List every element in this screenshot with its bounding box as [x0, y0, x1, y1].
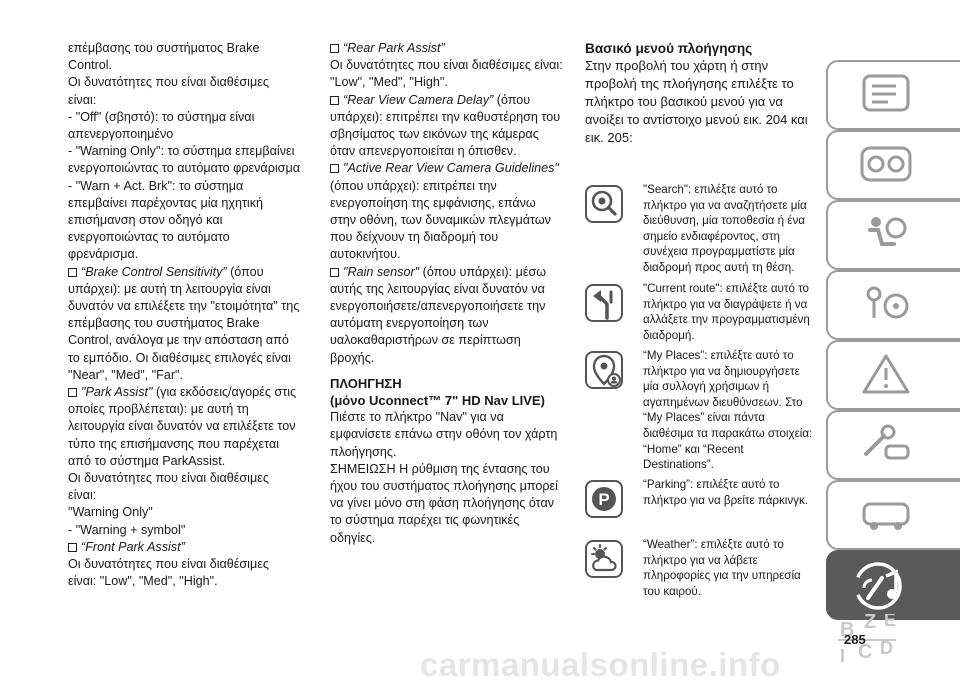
- text-column-2: [330, 40, 565, 547]
- paragraph: - "Warn + Act. Brk": το σύστημα επεμβαίνει παρέχοντας μία ηχητική επισήμανση στον οδηγό και ενεργοποιώντας το αυτόματο φρενάρισμα.: [68, 178, 264, 262]
- item-title: “Rear Park Assist”: [343, 41, 445, 55]
- car-data-icon: [856, 490, 916, 540]
- route-icon: [585, 284, 623, 322]
- paragraph: "Warning Only": [68, 505, 153, 520]
- tab-dashboard[interactable]: [826, 130, 960, 200]
- svg-text:B: B: [840, 619, 855, 641]
- paragraph: [330, 160, 565, 263]
- paragraph: Πιέστε το πλήκτρο "Nav" για να εμφανίσετε επάνω στην οθόνη τον χάρτη πλοήγησης.: [330, 410, 558, 459]
- wrench-car-icon: [856, 420, 916, 470]
- paragraph: Οι δυνατότητες που είναι διαθέσιμες είναι:: [68, 471, 269, 503]
- item-title: “Rear View Camera Delay”: [343, 92, 494, 107]
- text-column-3: [585, 40, 810, 147]
- svg-text:C: C: [858, 641, 873, 663]
- svg-text:Z: Z: [864, 614, 877, 633]
- checkbox-bullet-icon: [330, 96, 339, 105]
- key-steering-icon: [856, 280, 916, 330]
- my-places-icon: [585, 351, 623, 389]
- paragraph: [330, 92, 565, 161]
- tab-multimedia[interactable]: [826, 550, 960, 620]
- tab-car-info[interactable]: [826, 60, 960, 130]
- paragraph: [68, 539, 300, 556]
- paragraph: [68, 384, 300, 470]
- item-text: (όπου υπάρχει): μέσω αυτής της λειτουργίας είναι δυνατόν να ενεργοποιήσετε/απενεργοποιήσετε την αυτόματη ενεργοποίηση των υαλοκαθαριστήρων σε περίπτωση βροχής.: [330, 264, 547, 365]
- paragraph: Οι δυνατότητες που είναι διαθέσιμες είναι:: [68, 75, 269, 107]
- paragraph: - "Off" (σβηστό): το σύστημα είναι απενεργοποιημένο: [68, 109, 255, 142]
- paragraph: επέμβασης του συστήματος Brake Control.: [68, 41, 260, 73]
- weather-icon: [585, 540, 623, 578]
- checkbox-bullet-icon: [68, 268, 77, 277]
- svg-text:E: E: [884, 614, 897, 630]
- item-text: (όπου υπάρχει): επιτρέπει την ενεργοποίηση της εμφάνισης, επάνω στην οθόνη, των δυναμικών πλεγμάτων που δείχνουν τη διαδρομή του αυτοκινήτου.: [330, 178, 551, 262]
- paragraph: [330, 40, 565, 57]
- item-title: "Rain sensor": [343, 264, 420, 279]
- menu-item-description: "Current route": επιλέξτε αυτό το πλήκτρο για να διαγράψετε ή να αλλάξετε την προγραμματισμένη διαδρομή.: [643, 282, 810, 342]
- airbag-icon: [856, 210, 916, 260]
- item-title: "Park Assist": [81, 385, 153, 400]
- svg-text:D: D: [880, 638, 893, 658]
- item-title: “Brake Control Sensitivity”: [81, 264, 227, 279]
- item-title: "Active Rear View Camera Guidelines": [343, 161, 559, 176]
- section-heading: Βασικό μενού πλοήγησης: [585, 41, 753, 56]
- checkbox-bullet-icon: [330, 164, 339, 173]
- tab-maintenance[interactable]: [826, 410, 960, 480]
- item-text: (για εκδόσεις/αγορές στις οποίες προβλέπεται): με αυτή τη λειτουργία είναι δυνατόν να επιλέξετε τον τύπο της επισήμανσης που παρέχεται από το σύστημα ParkAssist.: [68, 385, 297, 468]
- checkbox-bullet-icon: [330, 44, 339, 53]
- text-column-1: [68, 40, 300, 591]
- tab-index[interactable]: [826, 614, 960, 683]
- multimedia-icon: [850, 558, 910, 614]
- paragraph: - "Warning Only": το σύστημα επεμβαίνει ενεργοποιώντας το αυτόματο φρενάρισμα: [68, 144, 300, 176]
- item-text: (όπου υπάρχει): με αυτή τη λειτουργία είναι δυνατόν να επιλέξετε την "ετοιμότητα" της επέμβασης του συστήματος Brake Control, ανάλογα με την απόσταση από το εμπόδιο. Οι διαθέσιμες επιλογές είναι "Near", "Med", "Far".: [68, 264, 300, 382]
- menu-item-description: "Search": επιλέξτε αυτό το πλήκτρο για να αναζητήσετε μία διεύθυνση, μία τοποθεσία ή ένα σημείο ενδιαφέροντος, στη συνέχεια προγραμματίστε μία διαδρομή προς αυτή τη θέση.: [643, 183, 807, 274]
- tab-emergency[interactable]: [826, 340, 960, 410]
- section-heading: ΠΛΟΗΓΗΣΗ: [330, 375, 402, 391]
- tab-safety[interactable]: [826, 200, 960, 270]
- item-title: “Front Park Assist”: [81, 539, 185, 554]
- paragraph: [68, 264, 300, 384]
- dashboard-icon: [856, 140, 916, 190]
- paragraph: [330, 264, 565, 367]
- checkbox-bullet-icon: [68, 543, 77, 552]
- paragraph: ΣΗΜΕΙΩΣΗ Η ρύθμιση της έντασης του ήχου του συστήματος πλοήγησης μπορεί να γίνει μόνο στη φάση πλοήγησης όταν το σύστημα παρέχει τις φωνητικές οδηγίες.: [330, 461, 558, 545]
- menu-item-description: “Parking”: επιλέξτε αυτό το πλήκτρο για να βρείτε πάρκινγκ.: [643, 478, 808, 507]
- watermark: carmanualsonline.info: [420, 646, 781, 683]
- page-number: 285: [844, 632, 866, 647]
- car-info-icon: [856, 70, 916, 120]
- warning-triangle-icon: [856, 350, 916, 400]
- menu-item-description: “My Places”: επιλέξτε αυτό το πλήκτρο για να δημιουργήσετε μία συλλογή χρήσιμων ή αγαπημένων διευθύνσεων. Στο “My Places” είναι πάντα διαθέσιμα τα παρακάτω στοιχεία: “Home” και “Recent Destinations”.: [643, 349, 813, 472]
- checkbox-bullet-icon: [330, 268, 339, 277]
- tab-technical-data[interactable]: [826, 480, 960, 550]
- paragraph: - "Warning + symbol": [68, 522, 186, 537]
- paragraph: Οι δυνατότητες που είναι διαθέσιμες είναι: "Low", "Med", "High".: [330, 58, 563, 90]
- menu-item-description: “Weather”: επιλέξτε αυτό το πλήκτρο για να λάβετε πληροφορίες για την υπηρεσία του καιρού.: [643, 538, 801, 598]
- parking-icon: [585, 480, 623, 518]
- svg-text:I: I: [840, 646, 846, 666]
- tab-starting-driving[interactable]: [826, 270, 960, 340]
- checkbox-bullet-icon: [68, 388, 77, 397]
- search-icon: [585, 185, 623, 223]
- section-subheading: (μόνο Uconnect™ 7" HD Nav LIVE): [330, 393, 545, 409]
- item-text: (όπου υπάρχει): επιτρέπει την καθυστέρηση του σβησίματος των εικόνων της κάμερας όταν απενεργοποιείται η όπισθεν.: [330, 92, 561, 159]
- paragraph: Οι δυνατότητες που είναι διαθέσιμες είναι: "Low", "Med", "High".: [68, 557, 269, 589]
- paragraph: Στην προβολή του χάρτη ή στην προβολή της πλοήγησης επιλέξτε το πλήκτρο του βασικού μενού για να ανοίξει το αντίστοιχο μενού εικ. 204 και εικ. 205:: [585, 58, 808, 146]
- svg-text:P: P: [598, 490, 610, 509]
